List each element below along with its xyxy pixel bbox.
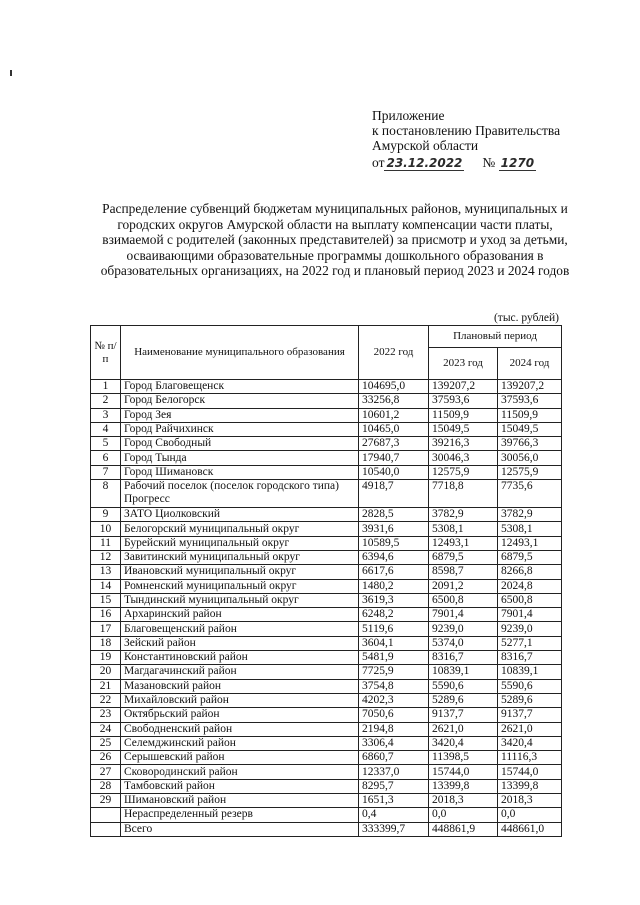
row-value-2024: 30056,0 bbox=[498, 451, 562, 465]
row-value-2023: 7718,8 bbox=[429, 480, 498, 508]
row-number: 9 bbox=[91, 508, 121, 522]
row-value-2023: 6500,8 bbox=[429, 593, 498, 607]
row-name: ЗАТО Циолковский bbox=[121, 508, 359, 522]
table-row bbox=[91, 608, 562, 622]
row-value-2023: 6879,5 bbox=[429, 550, 498, 564]
row-value-2024: 6500,8 bbox=[498, 593, 562, 607]
row-value-2022: 333399,7 bbox=[359, 822, 429, 836]
row-number: 7 bbox=[91, 465, 121, 479]
row-number: 18 bbox=[91, 636, 121, 650]
row-name: Свободненский район bbox=[121, 722, 359, 736]
row-value-2023: 15744,0 bbox=[429, 765, 498, 779]
row-value-2022: 3604,1 bbox=[359, 636, 429, 650]
row-value-2023: 2018,3 bbox=[429, 794, 498, 808]
table-row bbox=[91, 651, 562, 665]
row-number: 26 bbox=[91, 751, 121, 765]
row-value-2024: 0,0 bbox=[498, 808, 562, 822]
table-row bbox=[91, 708, 562, 722]
row-name: Ивановский муниципальный округ bbox=[121, 565, 359, 579]
row-value-2022: 6394,6 bbox=[359, 550, 429, 564]
row-value-2022: 27687,3 bbox=[359, 437, 429, 451]
row-name: Бурейский муниципальный округ bbox=[121, 536, 359, 550]
table-row bbox=[91, 751, 562, 765]
header-num: № п/п bbox=[91, 326, 121, 380]
row-name: Благовещенский район bbox=[121, 622, 359, 636]
row-value-2022: 4202,3 bbox=[359, 693, 429, 707]
row-number: 3 bbox=[91, 408, 121, 422]
row-value-2023: 3782,9 bbox=[429, 508, 498, 522]
row-name: Серышевский район bbox=[121, 751, 359, 765]
row-value-2022: 5481,9 bbox=[359, 651, 429, 665]
row-value-2022: 4918,7 bbox=[359, 480, 429, 508]
row-number: 16 bbox=[91, 608, 121, 622]
row-value-2024: 2621,0 bbox=[498, 722, 562, 736]
row-number: 20 bbox=[91, 665, 121, 679]
row-value-2024: 139207,2 bbox=[498, 380, 562, 394]
table-row bbox=[91, 508, 562, 522]
table-row bbox=[91, 693, 562, 707]
row-value-2024: 3420,4 bbox=[498, 736, 562, 750]
appendix-line-1: Приложение bbox=[372, 108, 445, 123]
scan-mark bbox=[10, 70, 12, 76]
row-value-2023: 5374,0 bbox=[429, 636, 498, 650]
row-number: 4 bbox=[91, 422, 121, 436]
row-value-2022: 7050,6 bbox=[359, 708, 429, 722]
row-value-2023: 139207,2 bbox=[429, 380, 498, 394]
row-name: Нераспределенный резерв bbox=[121, 808, 359, 822]
row-value-2024: 15744,0 bbox=[498, 765, 562, 779]
row-number: 13 bbox=[91, 565, 121, 579]
row-value-2022: 3931,6 bbox=[359, 522, 429, 536]
row-value-2022: 104695,0 bbox=[359, 380, 429, 394]
row-number: 28 bbox=[91, 779, 121, 793]
row-number bbox=[91, 822, 121, 836]
table-row bbox=[91, 522, 562, 536]
row-value-2024: 11116,3 bbox=[498, 751, 562, 765]
row-value-2022: 6617,6 bbox=[359, 565, 429, 579]
row-name: Тындинский муниципальный округ bbox=[121, 593, 359, 607]
row-value-2022: 3619,3 bbox=[359, 593, 429, 607]
row-number: 12 bbox=[91, 550, 121, 564]
row-value-2023: 9137,7 bbox=[429, 708, 498, 722]
row-value-2023: 3420,4 bbox=[429, 736, 498, 750]
row-value-2022: 12337,0 bbox=[359, 765, 429, 779]
row-name: Архаринский район bbox=[121, 608, 359, 622]
row-value-2024: 12493,1 bbox=[498, 536, 562, 550]
header-plan-period: Плановый период bbox=[429, 326, 562, 348]
row-name: Сковородинский район bbox=[121, 765, 359, 779]
row-number: 25 bbox=[91, 736, 121, 750]
row-value-2024: 15049,5 bbox=[498, 422, 562, 436]
table-row bbox=[91, 808, 562, 822]
table-row bbox=[91, 794, 562, 808]
row-number: 27 bbox=[91, 765, 121, 779]
row-value-2023: 7901,4 bbox=[429, 608, 498, 622]
row-number: 23 bbox=[91, 708, 121, 722]
row-value-2023: 12575,9 bbox=[429, 465, 498, 479]
row-value-2022: 6248,2 bbox=[359, 608, 429, 622]
row-value-2024: 7901,4 bbox=[498, 608, 562, 622]
row-number: 17 bbox=[91, 622, 121, 636]
row-name: Магдагачинский район bbox=[121, 665, 359, 679]
row-value-2023: 9239,0 bbox=[429, 622, 498, 636]
row-value-2022: 10540,0 bbox=[359, 465, 429, 479]
row-name: Селемджинский район bbox=[121, 736, 359, 750]
row-value-2023: 12493,1 bbox=[429, 536, 498, 550]
row-value-2023: 39216,3 bbox=[429, 437, 498, 451]
row-value-2024: 6879,5 bbox=[498, 550, 562, 564]
row-value-2024: 7735,6 bbox=[498, 480, 562, 508]
row-value-2023: 5590,6 bbox=[429, 679, 498, 693]
row-name: Город Свободный bbox=[121, 437, 359, 451]
row-name: Тамбовский район bbox=[121, 779, 359, 793]
table-row bbox=[91, 679, 562, 693]
row-name: Белогорский муниципальный округ bbox=[121, 522, 359, 536]
row-value-2024: 37593,6 bbox=[498, 394, 562, 408]
table-row bbox=[91, 765, 562, 779]
row-number: 6 bbox=[91, 451, 121, 465]
row-value-2023: 5308,1 bbox=[429, 522, 498, 536]
appendix-date-line bbox=[372, 155, 560, 171]
row-number: 19 bbox=[91, 651, 121, 665]
header-name: Наименование муниципального образования bbox=[121, 326, 359, 380]
row-name: Зейский район bbox=[121, 636, 359, 650]
row-value-2023: 13399,8 bbox=[429, 779, 498, 793]
row-value-2022: 33256,8 bbox=[359, 394, 429, 408]
row-value-2024: 9239,0 bbox=[498, 622, 562, 636]
row-value-2024: 5308,1 bbox=[498, 522, 562, 536]
row-value-2022: 3754,8 bbox=[359, 679, 429, 693]
row-value-2022: 2828,5 bbox=[359, 508, 429, 522]
row-value-2024: 448661,0 bbox=[498, 822, 562, 836]
header-2022: 2022 год bbox=[359, 326, 429, 380]
table-row bbox=[91, 480, 562, 508]
appendix-line-3: Амурской области bbox=[372, 138, 479, 153]
row-value-2022: 17940,7 bbox=[359, 451, 429, 465]
row-value-2024: 5590,6 bbox=[498, 679, 562, 693]
row-value-2022: 2194,8 bbox=[359, 722, 429, 736]
row-value-2022: 1480,2 bbox=[359, 579, 429, 593]
table-row bbox=[91, 665, 562, 679]
row-value-2023: 448861,9 bbox=[429, 822, 498, 836]
row-value-2024: 12575,9 bbox=[498, 465, 562, 479]
subvention-table bbox=[90, 325, 562, 837]
row-number: 14 bbox=[91, 579, 121, 593]
table-row bbox=[91, 565, 562, 579]
row-number: 22 bbox=[91, 693, 121, 707]
table-row bbox=[91, 822, 562, 836]
row-name: Город Тында bbox=[121, 451, 359, 465]
table-row bbox=[91, 408, 562, 422]
row-value-2022: 8295,7 bbox=[359, 779, 429, 793]
row-value-2024: 10839,1 bbox=[498, 665, 562, 679]
table-row bbox=[91, 722, 562, 736]
row-value-2023: 0,0 bbox=[429, 808, 498, 822]
row-value-2023: 37593,6 bbox=[429, 394, 498, 408]
row-value-2023: 15049,5 bbox=[429, 422, 498, 436]
table-row bbox=[91, 422, 562, 436]
row-name: Город Благовещенск bbox=[121, 380, 359, 394]
table-row bbox=[91, 736, 562, 750]
row-name: Октябрьский район bbox=[121, 708, 359, 722]
row-value-2022: 1651,3 bbox=[359, 794, 429, 808]
row-value-2024: 39766,3 bbox=[498, 437, 562, 451]
row-number: 1 bbox=[91, 380, 121, 394]
row-value-2023: 8316,7 bbox=[429, 651, 498, 665]
row-value-2024: 5277,1 bbox=[498, 636, 562, 650]
units-note: (тыс. рублей) bbox=[493, 312, 559, 324]
row-value-2023: 8598,7 bbox=[429, 565, 498, 579]
row-name: Шимановский район bbox=[121, 794, 359, 808]
table-row bbox=[91, 465, 562, 479]
row-value-2022: 10465,0 bbox=[359, 422, 429, 436]
row-value-2024: 2018,3 bbox=[498, 794, 562, 808]
table-row bbox=[91, 779, 562, 793]
table-row bbox=[91, 437, 562, 451]
row-name: Рабочий поселок (поселок городского типа) Прогресс bbox=[121, 480, 359, 508]
row-number: 2 bbox=[91, 394, 121, 408]
row-value-2022: 10601,2 bbox=[359, 408, 429, 422]
row-value-2023: 2621,0 bbox=[429, 722, 498, 736]
row-value-2024: 13399,8 bbox=[498, 779, 562, 793]
row-value-2024: 8266,8 bbox=[498, 565, 562, 579]
row-number: 8 bbox=[91, 480, 121, 508]
table-row bbox=[91, 550, 562, 564]
table-row bbox=[91, 394, 562, 408]
row-number: 5 bbox=[91, 437, 121, 451]
row-value-2022: 7725,9 bbox=[359, 665, 429, 679]
row-number: 29 bbox=[91, 794, 121, 808]
table-row bbox=[91, 636, 562, 650]
row-name: Город Райчихинск bbox=[121, 422, 359, 436]
table-row bbox=[91, 536, 562, 550]
row-value-2023: 5289,6 bbox=[429, 693, 498, 707]
row-value-2024: 2024,8 bbox=[498, 579, 562, 593]
row-value-2022: 0,4 bbox=[359, 808, 429, 822]
row-number: 10 bbox=[91, 522, 121, 536]
header-2023: 2023 год bbox=[429, 348, 498, 380]
row-value-2023: 10839,1 bbox=[429, 665, 498, 679]
number-prefix: № bbox=[482, 155, 496, 170]
row-name: Ромненский муниципальный округ bbox=[121, 579, 359, 593]
header-2024: 2024 год bbox=[498, 348, 562, 380]
document-title: Распределение субвенций бюджетам муниципальных районов, муниципальных и городских округов Амурской области на выплату компенсации части платы, взимаемой с родителей (законных представителей) за присмотр и уход за детьми, осваивающими образовательные программы дошкольного образования в образовательных организациях, на 2022 год и плановый период 2023 и 2024 годов bbox=[100, 201, 570, 279]
row-value-2023: 30046,3 bbox=[429, 451, 498, 465]
row-value-2024: 5289,6 bbox=[498, 693, 562, 707]
row-value-2022: 5119,6 bbox=[359, 622, 429, 636]
row-name: Всего bbox=[121, 822, 359, 836]
row-value-2022: 6860,7 bbox=[359, 751, 429, 765]
row-name: Город Шимановск bbox=[121, 465, 359, 479]
row-value-2024: 11509,9 bbox=[498, 408, 562, 422]
row-number: 15 bbox=[91, 593, 121, 607]
row-name: Город Зея bbox=[121, 408, 359, 422]
table-row bbox=[91, 593, 562, 607]
appendix-line-2: к постановлению Правительства bbox=[372, 123, 561, 138]
table-row bbox=[91, 622, 562, 636]
row-value-2022: 3306,4 bbox=[359, 736, 429, 750]
row-value-2023: 2091,2 bbox=[429, 579, 498, 593]
handwritten-date: 23.12.2022 bbox=[386, 156, 463, 170]
row-number: 24 bbox=[91, 722, 121, 736]
row-name: Город Белогорск bbox=[121, 394, 359, 408]
row-name: Завитинский муниципальный округ bbox=[121, 550, 359, 564]
table-row bbox=[91, 451, 562, 465]
row-value-2023: 11398,5 bbox=[429, 751, 498, 765]
row-value-2024: 8316,7 bbox=[498, 651, 562, 665]
row-value-2023: 11509,9 bbox=[429, 408, 498, 422]
row-value-2024: 9137,7 bbox=[498, 708, 562, 722]
row-name: Михайловский район bbox=[121, 693, 359, 707]
table-row bbox=[91, 579, 562, 593]
date-prefix: от bbox=[372, 155, 385, 170]
row-number: 11 bbox=[91, 536, 121, 550]
appendix-block bbox=[372, 108, 560, 171]
row-number: 21 bbox=[91, 679, 121, 693]
row-value-2022: 10589,5 bbox=[359, 536, 429, 550]
row-value-2024: 3782,9 bbox=[498, 508, 562, 522]
handwritten-number: 1270 bbox=[500, 156, 535, 170]
row-number bbox=[91, 808, 121, 822]
table-row bbox=[91, 380, 562, 394]
row-name: Константиновский район bbox=[121, 651, 359, 665]
row-name: Мазановский район bbox=[121, 679, 359, 693]
